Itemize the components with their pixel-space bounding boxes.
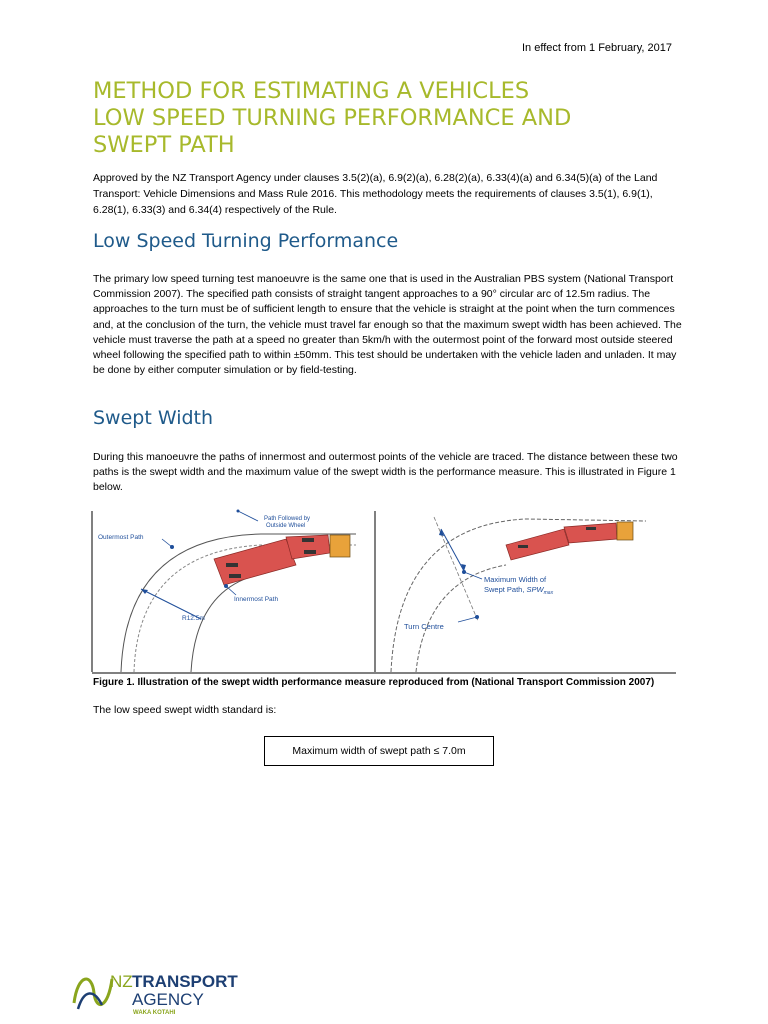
label-outermost-path: Outermost Path (98, 534, 144, 541)
logo-nz: NZ (110, 972, 133, 991)
logo-waka-kotahi: WAKA KOTAHI (133, 1010, 176, 1015)
logo-transport: TRANSPORT (132, 972, 238, 991)
label-spw-subscript: max (543, 590, 554, 596)
label-path-followed: Path Followed by (264, 516, 311, 522)
title-line: METHOD FOR ESTIMATING A VEHICLES (93, 78, 530, 104)
standard-intro: The low speed swept width standard is: (93, 704, 277, 716)
swept-path-figure (86, 507, 680, 675)
label-path-followed: Outside Wheel (266, 523, 306, 529)
standard-text: Maximum width of swept path ≤ 7.0m (292, 745, 466, 757)
logo-agency: AGENCY (132, 990, 204, 1009)
figure-caption: Figure 1. Illustration of the swept width performance measure reproduced from (National Transport Commission 2007) (93, 677, 655, 688)
truck-left (214, 535, 350, 585)
nz-transport-agency-logo (72, 965, 272, 1015)
heading-low-speed: Low Speed Turning Performance (93, 230, 399, 252)
title-line: SWEPT PATH (93, 132, 235, 158)
low-speed-paragraph: The primary low speed turning test manoeuvre is the same one that is used in the Australian PBS system (National Transport Commission 2007). The specified path consists of straight tangent approaches to a 90° circular arc of 12.5m radius. The approaches to the turn must be of sufficient length to ensure that the vehicle is straight at the point when the turn commences and, at the conclusion of the turn, the vehicle must travel far enough so that the maximum swept width has been achieved. The vehicle must traverse the path at a speed no greater than 5km/h with the outermost point of the forward most outside steered wheel following the specified path to within ±50mm. This test should be undertaken with the vehicle laden and unladen. It may be done by either computer simulation or by field-testing. (93, 273, 682, 377)
label-max-width: Maximum Width of (484, 575, 547, 584)
label-spw: SPW (526, 585, 544, 594)
heading-swept-width: Swept Width (93, 407, 214, 429)
standard-box (264, 736, 494, 766)
label-max-width-2 (484, 585, 554, 596)
truck-right (506, 522, 633, 560)
label-swept-path: Swept Path, (484, 585, 527, 594)
label-turn-centre: Turn Centre (404, 622, 444, 631)
label-radius: R12.5m (182, 615, 205, 622)
right-panel-diagram (391, 517, 646, 672)
effect-date: In effect from 1 February, 2017 (521, 42, 672, 54)
intro-paragraph: Approved by the NZ Transport Agency under clauses 3.5(2)(a), 6.9(2)(a), 6.28(2)(a), 6.33(4)(a) and 6.34(5)(a) of the Land Transport: Vehicle Dimensions and Mass Rule 2016. This methodology meets the requirements of clauses 3.5(1), 6.9(1), 6.28(1), 6.33(3) and 6.34(4) respectively of the Rule. (93, 172, 658, 216)
document-title (93, 78, 693, 159)
left-panel-diagram (98, 510, 356, 673)
label-innermost-path: Innermost Path (234, 596, 279, 603)
title-line: LOW SPEED TURNING PERFORMANCE AND (93, 105, 572, 131)
swept-width-paragraph: During this manoeuvre the paths of innermost and outermost points of the vehicle are traced. The distance between these two paths is the swept width and the maximum value of the swept width is the performance measure. This is illustrated in Figure 1 below. (93, 451, 678, 494)
